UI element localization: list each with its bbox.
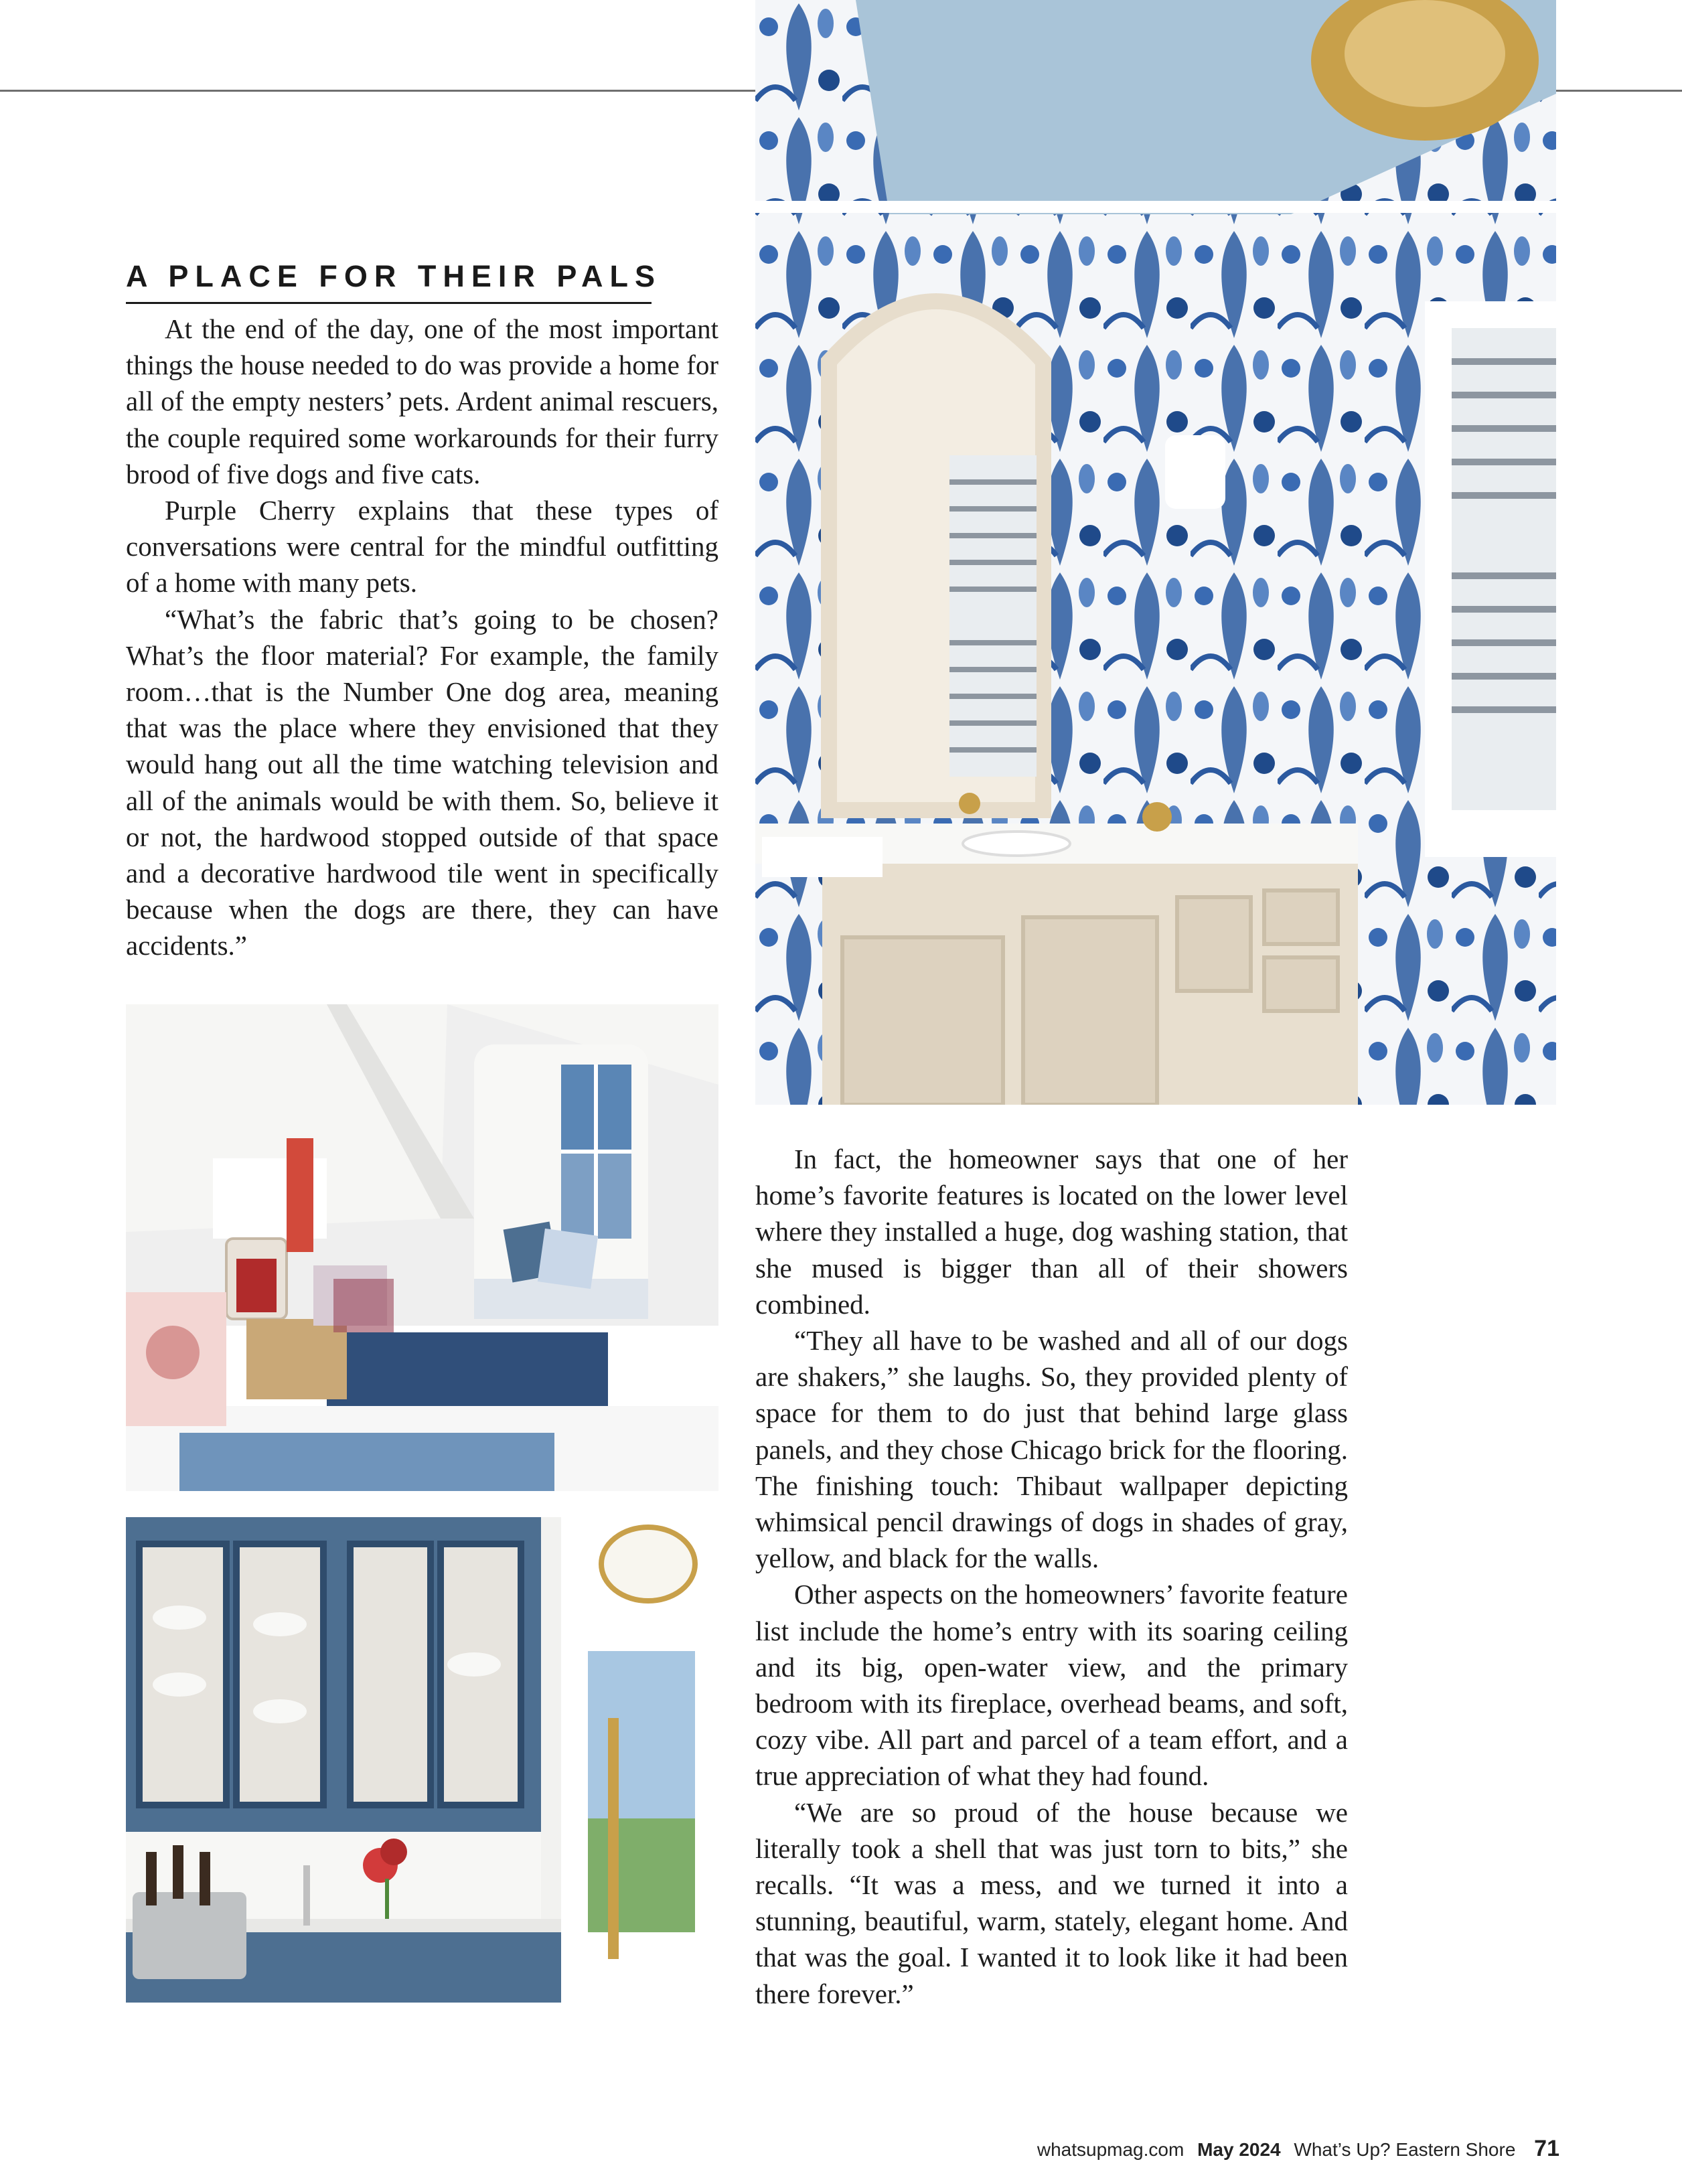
footer-site: whatsupmag.com (1037, 2139, 1184, 2160)
bedroom-photo (126, 1004, 718, 1491)
powder-room-photo (755, 0, 1556, 1105)
paragraph: Purple Cherry explains that these types of conversations were central for the mindful outfitting of a home with many pets. (126, 495, 718, 599)
butler-pantry-photo (126, 1517, 718, 2003)
paragraph: In fact, the homeowner says that one of her home’s favorite features is located on the lower level where they installed a huge, dog washing station, that she mused is bigger than all of their showers combined. (755, 1144, 1348, 1320)
footer-month: May 2024 (1197, 2139, 1281, 2160)
section-heading: A PLACE FOR THEIR PALS (126, 259, 652, 304)
page-number: 71 (1534, 2136, 1559, 2161)
paragraph: At the end of the day, one of the most important things the house needed to do was provide a home for all of the empty nesters’ pets. Ardent animal rescuers, the couple required some workarounds for their furry brood of five dogs and five cats. (126, 313, 718, 489)
paragraph: Other aspects on the homeowners’ favorite feature list include the home’s entry with its soaring ceiling and its big, open-water view, and the primary bedroom with its fireplace, overhead beams, and soft, cozy vibe. All part and parcel of a team effort, and a true appreciation of what they had found. (755, 1579, 1348, 1792)
paragraph: “What’s the fabric that’s going to be chosen? What’s the floor material? For example, the family room…that is the Number One dog area, meaning that was the place where they envisioned that they would hang out all the time watching television and all of the animals would be with them. So, believe it or not, the hardwood stopped outside of that space and a decorative hardwood tile went in specifically because when the dogs are there, they can have accidents.” (126, 603, 718, 961)
footer-publication: What’s Up? Eastern Shore (1294, 2139, 1516, 2160)
left-text-column (126, 311, 718, 964)
paragraph: “We are so proud of the house because we literally took a shell that was just torn to bits,” she recalls. “It was a mess, and we turned it into a stunning, beautiful, warm, stately, elegant home. And that was the goal. I wanted it to look like it had been there forever.” (755, 1796, 1348, 2009)
page-footer (1029, 2136, 1559, 2162)
right-text-column (755, 1141, 1348, 2012)
paragraph: “They all have to be washed and all of our dogs are shakers,” she laughs. So, they provided plenty of space for them to do just that behind large glass panels, and they chose Chicago brick for the flooring. The finishing touch: Thibaut wallpaper depicting whimsical pencil drawings of dogs in shades of gray, yellow, and black for the walls. (755, 1325, 1348, 1574)
